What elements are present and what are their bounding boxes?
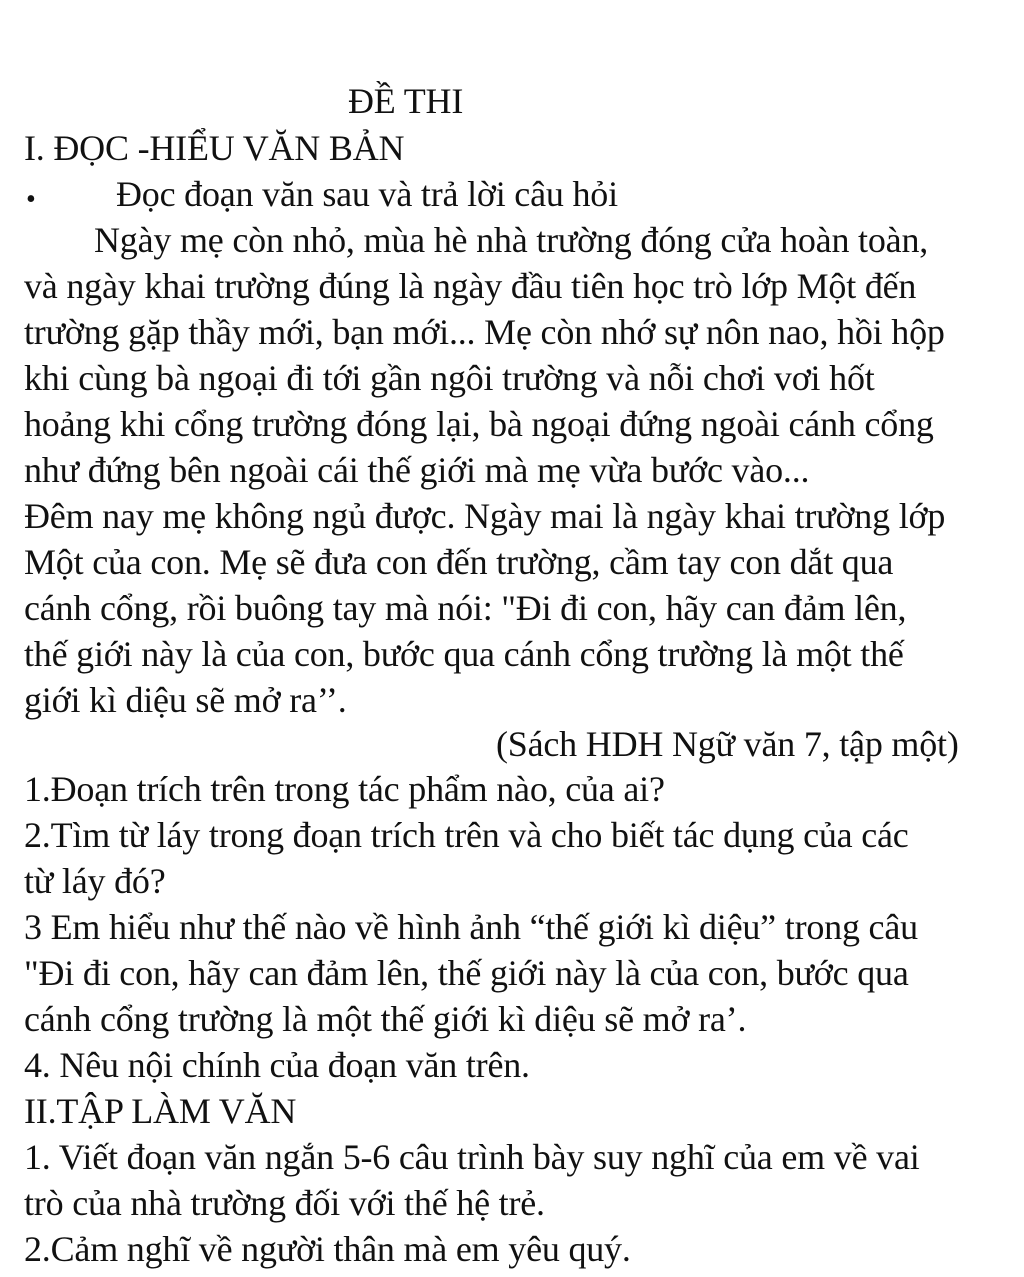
passage-line: trường gặp thầy mới, bạn mới... Mẹ còn nhớ sự nôn nao, hồi hộp (24, 312, 945, 352)
passage-line: như đứng bên ngoài cái thế giới mà mẹ vừa bước vào... (24, 450, 810, 490)
passage-line: khi cùng bà ngoại đi tới gần ngôi trường và nỗi chơi vơi hốt (24, 358, 875, 398)
passage-line: Ngày mẹ còn nhỏ, mùa hè nhà trường đóng cửa hoàn toàn, (94, 220, 929, 260)
question-line: 3 Em hiểu như thế nào về hình ảnh “thế giới kì diệu” trong câu (24, 907, 918, 947)
instruction-text: Đọc đoạn văn sau và trả lời câu hỏi (116, 174, 618, 214)
passage-line: giới kì diệu sẽ mở ra’’. (24, 680, 347, 720)
task-line: 2.Cảm nghĩ về người thân mà em yêu quý. (24, 1229, 631, 1269)
passage-line: cánh cổng, rồi buông tay mà nói: "Đi đi con, hãy can đảm lên, (24, 588, 907, 628)
question-line: 4. Nêu nội chính của đoạn văn trên. (24, 1045, 530, 1085)
question-line: "Đi đi con, hãy can đảm lên, thế giới này là của con, bước qua (24, 953, 909, 993)
question-line: 2.Tìm từ láy trong đoạn trích trên và cho biết tác dụng của các (24, 815, 909, 855)
question-line: từ láy đó? (24, 861, 166, 901)
passage-line: và ngày khai trường đúng là ngày đầu tiên học trò lớp Một đến (24, 266, 917, 306)
passage-line: hoảng khi cổng trường đóng lại, bà ngoại đứng ngoài cánh cổng (24, 404, 934, 444)
question-line: 1.Đoạn trích trên trong tác phẩm nào, của ai? (24, 769, 665, 809)
passage-line: Một của con. Mẹ sẽ đưa con đến trường, cầm tay con dắt qua (24, 542, 894, 582)
passage-line: Đêm nay mẹ không ngủ được. Ngày mai là ngày khai trường lớp (24, 496, 946, 536)
task-line: 1. Viết đoạn văn ngắn 5-6 câu trình bày suy nghĩ của em về vai (24, 1137, 920, 1177)
question-line: cánh cổng trường là một thế giới kì diệu sẽ mở ra’. (24, 999, 747, 1039)
task-line: trò của nhà trường đối với thế hệ trẻ. (24, 1183, 545, 1223)
section-writing-heading: II.TẬP LÀM VĂN (24, 1091, 297, 1131)
bullet-icon: • (26, 184, 36, 215)
passage-source: (Sách HDH Ngữ văn 7, tập một) (496, 724, 959, 764)
section-reading-heading: I. ĐỌC -HIỂU VĂN BẢN (24, 128, 405, 168)
passage-line: thế giới này là của con, bước qua cánh cổng trường là một thế (24, 634, 904, 674)
exam-title: ĐỀ THI (348, 81, 464, 121)
